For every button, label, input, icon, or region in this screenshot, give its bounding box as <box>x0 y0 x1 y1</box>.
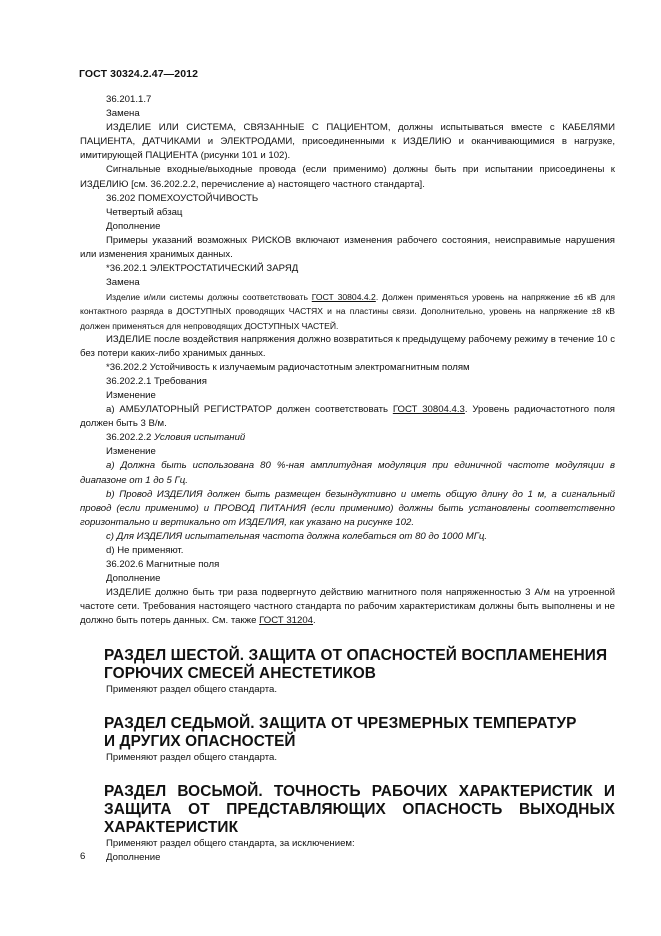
amendment-label: Изменение <box>106 446 156 458</box>
document-body <box>80 93 615 865</box>
heading-line: И ДРУГИХ ОПАСНОСТЕЙ <box>104 732 296 750</box>
list-item: d) Не применяют. <box>106 545 184 556</box>
list-item: а) Должна быть использована 80 %-ная амплитудная модуляция при единичной частоте модуляции в диапазоне от 1 до 5 Гц. <box>80 460 615 486</box>
amendment-label: Замена <box>106 108 140 120</box>
standard-reference-link[interactable]: ГОСТ 30804.4.3 <box>392 404 465 416</box>
paragraph-label: Четвертый абзац <box>106 206 183 218</box>
section-6-heading: РАЗДЕЛ ШЕСТОЙ. ЗАЩИТА ОТ ОПАСНОСТЕЙ ВОСПЛАМЕНЕНИЯ ГОРЮЧИХ СМЕСЕЙ АНЕСТЕТИКОВ <box>104 646 608 682</box>
amendment-label: Дополнение <box>106 220 161 232</box>
paragraph <box>80 290 615 332</box>
paragraph: ИЗДЕЛИЕ после воздействия напряжения должно возвратиться к предыдущему рабочему режиму в течение 10 с без потери каких-либо хранимых данных. <box>80 333 615 359</box>
paragraph: ИЗДЕЛИЕ ИЛИ СИСТЕМА, СВЯЗАННЫЕ С ПАЦИЕНТОМ, должны испытываться вместе с КАБЕЛЯМИ ПАЦИЕНТА, ДАТЧИКАМИ и ЭЛЕКТРОДАМИ, присоединенными к ИЗДЕЛИЮ и оканчивающимися в нагрузке, имитирующей ПАЦИЕНТА (рисунки 101 и 102). <box>80 122 615 162</box>
page-number: 6 <box>80 851 86 862</box>
list-item: c) Для ИЗДЕЛИЯ испытательная частота должна колебаться от 80 до 1000 МГц. <box>106 530 488 542</box>
clause-number: 36.201.1.7 <box>106 94 152 105</box>
section-7-text: Применяют раздел общего стандарта. <box>106 751 277 763</box>
clause-title: 36.202.6 Магнитные поля <box>106 559 220 571</box>
list-item: b) Провод ИЗДЕЛИЯ должен быть размещен безындуктивно и иметь общую длину до 1 м, а сигнальный провод (если применимо) и ПРОВОД ПИТАНИЯ (если применимо) должны быть установлены соответственно горизонтально и вертикально от ИЗДЕЛИЯ, как указано на рисунке 102. <box>80 488 615 528</box>
amendment-label: Дополнение <box>106 573 161 585</box>
text-run: Изделие и/или системы должны соответствовать <box>106 292 312 303</box>
section-7-heading <box>104 715 615 751</box>
heading-line: РАЗДЕЛ СЕДЬМОЙ. ЗАЩИТА ОТ ЧРЕЗМЕРНЫХ ТЕМПЕРАТУР <box>104 714 577 732</box>
text-run: ИЗДЕЛИЕ должно быть три раза подвергнуто действию магнитного поля напряженностью 3 А/м на утроенной частоте сети. Требования настоящего частного стандарта по рабочим характеристикам должны быть выполнены и не должно быть потерь данных. См. также <box>80 587 615 627</box>
clause-number: 36.202.2.2 <box>106 432 155 444</box>
paragraph <box>80 586 615 628</box>
standard-reference-link[interactable]: ГОСТ 31204 <box>259 615 314 627</box>
standard-code-header: ГОСТ 30324.2.47—2012 <box>79 68 199 80</box>
text-run: . <box>313 615 316 627</box>
paragraph: Примеры указаний возможных РИСКОВ включают изменения рабочего состояния, неисправимые нарушения или изменения хранимых данных. <box>80 234 615 261</box>
amendment-label: Замена <box>106 277 140 289</box>
text-run: . Должен применяться уровень на напряжение ±6 кВ для контактного разряда в ДОСТУПНЫХ проводящих ЧАСТЯХ и на пластины связи. Дополнительно, уровень на напряжение ±8 кВ должен применяться для непроводящих ДОСТУПНЫХ ЧАСТЕЙ. <box>80 292 615 331</box>
section-8-text: Применяют раздел общего стандарта, за исключением: <box>106 837 355 849</box>
clause-title: *36.202.2 Устойчивость к излучаемым радиочастотным электромагнитным полям <box>106 361 470 373</box>
clause-title: 36.202.2.1 Требования <box>106 375 207 387</box>
section-8-heading: РАЗДЕЛ ВОСЬМОЙ. ТОЧНОСТЬ РАБОЧИХ ХАРАКТЕРИСТИК И ЗАЩИТА ОТ ПРЕДСТАВЛЯЮЩИХ ОПАСНОСТЬ ВЫХОДНЫХ ХАРАКТЕРИСТИК <box>104 782 615 836</box>
clause-title: 36.202 ПОМЕХОУСТОЙЧИВОСТЬ <box>106 192 259 204</box>
paragraph: Сигнальные входные/выходные провода (если применимо) должны быть при испытании присоединены к ИЗДЕЛИЮ [см. 36.202.2.2, перечисление а) настоящего частного стандарта]. <box>80 164 615 190</box>
text-run: а) АМБУЛАТОРНЫЙ РЕГИСТРАТОР должен соответствовать <box>106 404 393 416</box>
amendment-label: Изменение <box>106 389 156 401</box>
paragraph <box>80 403 615 431</box>
section-6-text: Применяют раздел общего стандарта. <box>106 683 277 695</box>
text-run: . Уровень радиочастотного поля должен быть 3 В/м. <box>80 404 615 430</box>
standard-reference-link[interactable]: ГОСТ 30804.4.2 <box>311 292 376 303</box>
clause-title-italic: Условия испытаний <box>154 432 246 444</box>
clause-title <box>80 431 615 445</box>
amendment-label: Дополнение <box>106 851 161 863</box>
clause-title: *36.202.1 ЭЛЕКТРОСТАТИЧЕСКИЙ ЗАРЯД <box>106 263 299 275</box>
